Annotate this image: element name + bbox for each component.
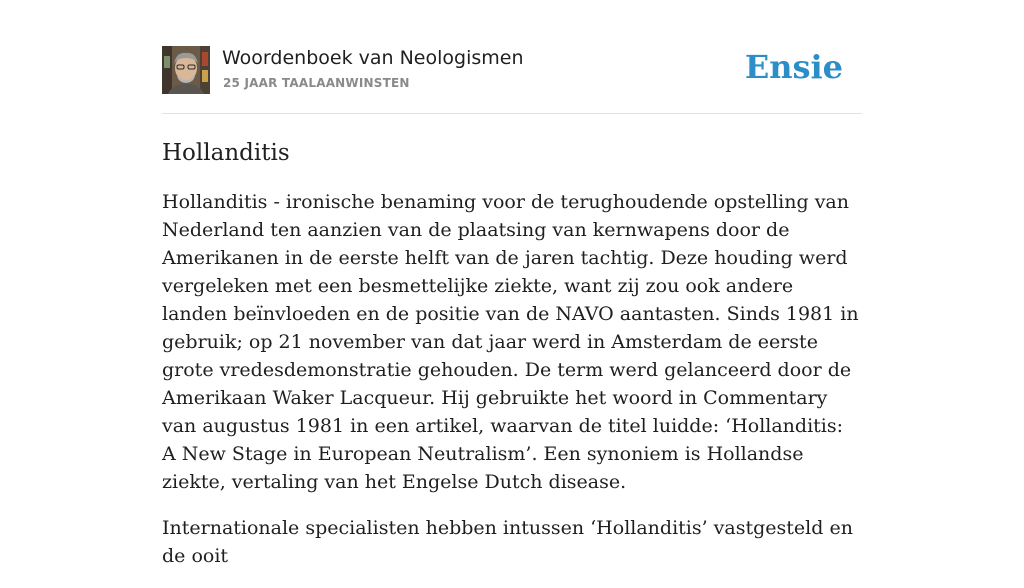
header (162, 46, 862, 96)
article-title: Hollanditis (162, 140, 290, 166)
site-subtitle: 25 JAAR TAALAANWINSTEN (223, 76, 410, 90)
avatar[interactable] (162, 46, 210, 94)
header-divider (162, 113, 862, 114)
article (162, 136, 862, 588)
ensie-logo[interactable]: Ensie (744, 48, 843, 86)
article-paragraph: Hollanditis - ironische benaming voor de terughoudende opstelling van Nederland ten aanzien van de plaatsing van kernwapens door de Amerikanen in de eerste helft van de jaren tachtig. Deze houding werd vergeleken met een besmettelijke ziekte, want zij zou ook andere landen beïnvloeden en de positie van de NAVO aantasten. Sinds 1981 in gebruik; op 21 november van dat jaar werd in Amsterdam de eerste grote vredesdemonstratie gehouden. De term werd gelanceerd door de Amerikaan Waker Lacqueur. Hij gebruikte het woord in Commentary van augustus 1981 in een artikel, waarvan de titel luidde: ‘Hollanditis: A New Stage in European Neutralism’. Een synoniem is Hollandse ziekte, vertaling van het Engelse Dutch disease. (162, 191, 859, 493)
site-title[interactable]: Woordenboek van Neologismen (222, 47, 524, 69)
author-photo (162, 46, 210, 94)
article-paragraph: Internationale specialisten hebben intussen ‘Hollanditis’ vastgesteld en de ooit (162, 517, 853, 567)
